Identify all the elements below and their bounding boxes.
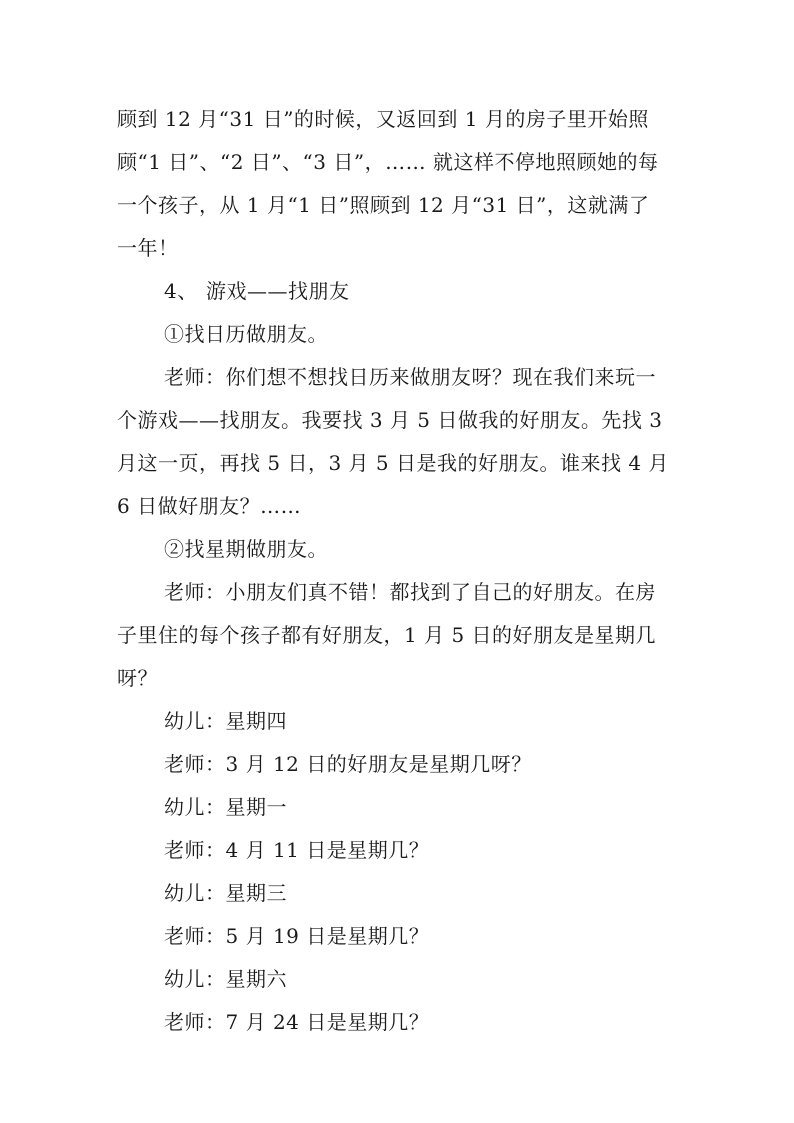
dialogue-line: 老师：4 月 11 日是星期几？: [164, 838, 430, 862]
subheading-find-calendar: ①找日历做朋友。: [164, 322, 328, 346]
text-line: 6 日做好朋友？……: [117, 494, 302, 518]
text-line: 一年！: [117, 236, 179, 260]
paragraph-calendar-care: [117, 98, 679, 270]
section-number: 4、: [164, 279, 198, 303]
subheading-find-weekday: ②找星期做朋友。: [164, 537, 328, 561]
dialogue-line: 幼儿：星期六: [164, 967, 287, 991]
text-line: 老师：你们想不想找日历来做朋友呀？现在我们来玩一: [164, 365, 656, 389]
text-line: 月这一页，再找 5 日，3 月 5 日是我的好朋友。谁来找 4 月: [117, 451, 669, 475]
dialogue-line: 老师：7 月 24 日是星期几？: [164, 1010, 430, 1034]
dialogue-line: 幼儿：星期一: [164, 795, 287, 819]
section-title: 游戏——找朋友: [206, 279, 350, 303]
text-line: 呀？: [117, 666, 158, 690]
text-line: 个游戏——找朋友。我要找 3 月 5 日做我的好朋友。先找 3: [117, 408, 663, 432]
section-heading: [117, 270, 679, 313]
text-line: 子里住的每个孩子都有好朋友，1 月 5 日的好朋友是星期几: [117, 623, 657, 647]
dialogue-line: 幼儿：星期三: [164, 881, 287, 905]
paragraph-teacher-game: [117, 356, 679, 528]
text-line: 老师：小朋友们真不错！都找到了自己的好朋友。在房: [164, 580, 656, 604]
text-line: 顾“1 日”、“2 日”、“3 日”，…… 就这样不停地照顾她的每: [117, 150, 659, 174]
dialogue-line: 幼儿：星期四: [164, 709, 287, 733]
dialogue-list: [117, 700, 679, 1044]
text-line: 一个孩子，从 1 月“1 日”照顾到 12 月“31 日”，这就满了: [117, 193, 650, 217]
document-page: [117, 98, 679, 1044]
dialogue-line: 老师：5 月 19 日是星期几？: [164, 924, 430, 948]
dialogue-line: 老师：3 月 12 日的好朋友是星期几呀？: [164, 752, 532, 776]
text-line: 顾到 12 月“31 日”的时候，又返回到 1 月的房子里开始照: [117, 107, 649, 131]
paragraph-teacher-praise: [117, 571, 679, 700]
